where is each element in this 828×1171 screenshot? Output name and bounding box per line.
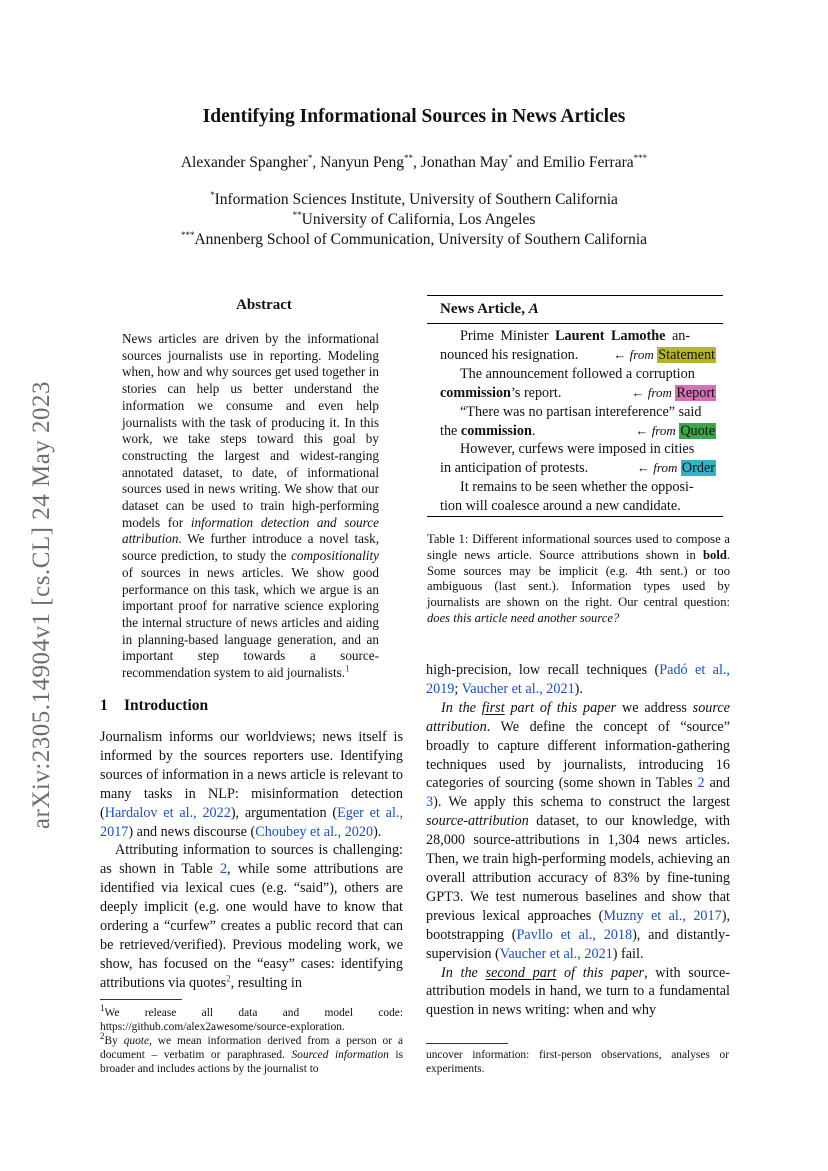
abstract-emphasis: compositionality [291,548,379,564]
citation-link[interactable]: Vaucher et al., 2021 [461,680,575,697]
footnote-rule [426,1043,508,1044]
abstract-text: News articles are driven by the informational sources journalists use in reporting. Modeling when, how and why sources get used together in stories can help us better understand the information we consume and even help journalists with the task of producing it. In this work, we take steps toward this goal by constructing the largest and widest-ranging annotated dataset, to date, of informational sources used in news writing. We show that our dataset can be used to train high-performing models for [122,331,379,530]
abstract-heading: Abstract [236,297,292,313]
from-arrow-label: ← from [635,422,676,438]
citation-link[interactable]: Choubey et al., 2020 [255,823,374,840]
abstract-text: of sources in news articles. We show good performance on this task, which we argue is an important proof for narrative science exploring the internal structure of news articles and aiding in planning-based language generation, and an important step towards a source-recommendation system to aid journalists. [122,564,379,681]
source-type-tag: Order [681,460,715,477]
sentence-5-line-1: It remains to be seen whether the opposi- [460,479,694,496]
source-type-tag: Quote [680,422,715,439]
footnote-link[interactable]: 2 [226,973,231,984]
abstract-emphasis: information detection and source attribution [122,514,379,547]
author-separator: , [312,154,321,171]
author-name: Jonathan May [420,154,509,171]
table-bottom-rule [427,516,723,517]
affiliation-mark: * [307,152,313,163]
affiliation-mark: ** [292,209,302,220]
author-name: Emilio Ferrara [542,154,634,171]
sentence-2-line-2: commission’s report. ← from Report [440,384,715,401]
sentence-2-line-1: The announcement followed a corruption [460,365,695,382]
sentence-4-line-1: However, curfews were imposed in cities [460,441,695,458]
from-arrow-label: ← from [631,384,672,400]
sentence-3-line-2: the commission. ← from Quote [440,422,715,439]
table-top-rule [427,295,723,296]
table-ref-link[interactable]: 2 [697,775,705,792]
paragraph: Attributing information to sources is challenging: as shown in Table 2, while some attributions are identified via lexical cues (e.g. “said”), others are deeply implicit (e.g. one would have to know that ordering a “curfew” creates a public record that can be retrieved/verified). Previous modeling work, we show, has focused on the “easy” cases: identifying attributions via quotes$^2$, resulting in [100,842,403,991]
paragraph: In the second part of this paper, with source-attribution models in hand, we turn to a fundamental question in news writing: when and why [426,964,730,1019]
arxiv-identifier: arXiv:2305.14904v1 [cs.CL] 24 May 2023 [28,380,55,830]
article-variable: A [528,301,539,317]
affiliation-mark: ** [404,152,414,163]
citation-link[interactable]: Eger et al., 2017 [100,804,404,840]
affiliation-text: Information Sciences Institute, University of Southern California [214,191,618,208]
source-type-tag: Statement [658,346,715,363]
citation-link[interactable]: Pavllo et al., 2018 [516,926,633,943]
from-arrow-label: ← from [613,346,654,362]
abstract-text: . We further introduce a novel task, source prediction, to study the [122,531,379,564]
citation-link[interactable]: Vaucher et al., 2021 [499,945,613,962]
author-name: Nanyun Peng [320,154,405,171]
from-arrow-label: ← from [637,460,678,476]
paragraph: In the first part of this paper we address source attribution. We define the concept of “source” broadly to capture different information-gathering techniques used by journalists, introducing 16 categories of sourcing (some shown in Tables 2 and 3). We apply this schema to construct the largest source-attribution dataset, to our knowledge, with 28,000 source-attributions in 1,304 news articles. Then, we train high-performing models, achieving an overall attribution accuracy of 83% by fine-tuning GPT3. We test numerous baselines and show that previous lexical approaches (Muzny et al., 2017), bootstrapping (Pavllo et al., 2018), and distantly-supervision (Vaucher et al., 2021) fail. [426,699,730,962]
affiliation-mark: *** [633,152,648,163]
table-mid-rule [427,323,723,324]
sentence-5-line-2: tion will coalesce around a new candidate. [440,498,681,515]
footnote-2-continued: uncover information: first-person observations, analyses or experiments. [426,1049,729,1075]
table-ref-link[interactable]: 2 [219,861,228,878]
affiliation [0,231,828,249]
sentence-1-line-1: Prime Minister Laurent Lamothe an- [460,328,691,344]
abstract-body [122,331,379,682]
sentence-4-line-2: in anticipation of protests. ← from Order [440,460,715,477]
footnote-rule [100,999,182,1000]
table-caption: Table 1: Different informational sources used to compose a single news article. Source attributions shown in bold. Some sources may be implicit (e.g. 4th sent.) or too ambiguous (last sent.). Information types used by journalists are shown on the right. Our central question: does this article need another source? [427,532,730,625]
table-ref-link[interactable]: 3 [426,794,434,811]
arxiv-sidebar [20,355,64,855]
affiliation [0,211,828,229]
footnote-2: $^2$By quote, we mean information derived from a person or a document – verbatim or paraphrased. Sourced information is broader and includes actions by the journalist to [100,1031,404,1075]
right-column-body [426,661,730,1020]
sentence-3-line-1: “There was no partisan intereference” said [460,403,702,420]
footnote-mark: 1 [100,1003,105,1014]
section-number: 1 [100,697,108,714]
affiliation-text: University of California, Los Angeles [301,211,536,228]
citation-link[interactable]: Padó et al., 2019 [426,662,730,697]
author-name: Alexander Spangher [180,154,308,171]
affiliation-text: Annenberg School of Communication, University of Southern California [194,231,648,248]
news-article-example [440,327,716,516]
table-heading: News Article, A [440,301,539,317]
sentence-1-line-2: nounced his resignation. ← from Statement [440,346,715,363]
source-attribution: commission [440,384,511,401]
affiliation-mark: *** [180,229,195,240]
paragraph: Journalism informs our worldviews; news itself is informed by the sources reporters use. Identifying sources of information in a news article is relevant to many tasks in NLP: misinformation detection (Hardalov et al., 2022), argumentation (Eger et al., 2017) and news discourse (Choubey et al., 2020). [100,729,404,840]
section-title: Introduction [124,697,209,714]
introduction-body [100,728,403,993]
section-heading [100,697,208,715]
source-attribution: commission [460,422,532,439]
footnote-text: We release all data and model code: https://github.com/alex2awesome/source-exploration. [100,1007,403,1033]
footnote-1 [100,1003,403,1034]
source-type-tag: Report [676,384,715,401]
affiliation-mark: * [210,189,215,200]
affiliation [0,191,828,209]
affiliation-mark: * [508,152,513,163]
citation-link[interactable]: Hardalov et al., 2022 [104,804,231,821]
footnote-mark: 2 [100,1031,105,1042]
citation-link[interactable]: Muzny et al., 2017 [603,907,722,924]
footnote-link[interactable]: 1 [345,663,350,674]
paper-title: Identifying Informational Sources in News Articles [202,106,626,127]
author-separator: , [413,154,421,171]
paragraph: high-precision, low recall techniques (Padó et al., 2019; Vaucher et al., 2021). [426,662,730,697]
author-list [0,154,828,172]
source-attribution: Laurent Lamothe [555,328,666,344]
author-separator: and [512,154,543,171]
